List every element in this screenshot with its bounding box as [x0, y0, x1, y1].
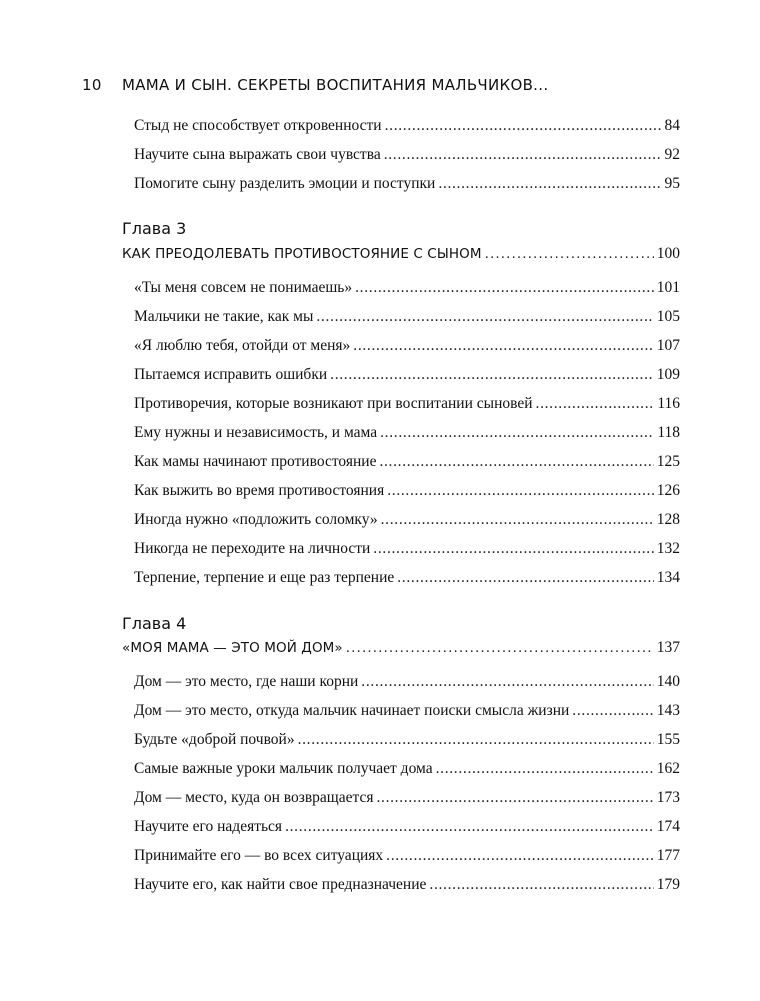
toc-entry [122, 817, 680, 837]
chapter-label: Глава 3 [122, 219, 187, 238]
toc-entry-page: 92 [664, 146, 680, 163]
leader-dots [373, 539, 653, 559]
chapter-title-entry [122, 638, 680, 658]
leader-dots [536, 394, 655, 414]
leader-dots [438, 174, 661, 194]
toc-entry [122, 759, 680, 779]
toc-entry-page: 134 [656, 569, 680, 586]
toc-entry-page: 179 [656, 876, 680, 893]
leader-dots [330, 365, 654, 385]
toc-entry-page: 140 [656, 673, 680, 690]
toc-entry-title: Пытаемся исправить ошибки [134, 366, 328, 383]
leader-dots [436, 759, 654, 779]
toc-entry [122, 846, 680, 866]
leader-dots [346, 638, 654, 658]
toc-entry-page: 132 [656, 540, 680, 557]
leader-dots [376, 788, 653, 808]
toc-entry [122, 145, 680, 165]
toc-entry [122, 174, 680, 194]
toc-entry-page: 162 [656, 760, 680, 777]
toc-entry-title: «Я люблю тебя, отойди от меня» [134, 337, 351, 354]
chapter-page: 137 [656, 639, 680, 656]
toc-entry-title: Никогда не переходите на личности [134, 540, 371, 557]
chapter-title-entry [122, 244, 680, 264]
toc-entry [122, 307, 680, 327]
chapter-title: КАК ПРЕОДОЛЕВАТЬ ПРОТИВОСТОЯНИЕ С СЫНОМ [122, 246, 482, 262]
toc-entry-page: 128 [656, 511, 680, 528]
toc-entry-title: Принимайте его — во всех ситуациях [134, 847, 384, 864]
toc-entry-title: Научите его надеяться [134, 818, 283, 835]
toc-entry-title: Как мамы начинают противостояние [134, 453, 377, 470]
toc-entry [122, 568, 680, 588]
toc-entry-title: Иногда нужно «подложить соломку» [134, 511, 378, 528]
toc-entry-page: 116 [657, 395, 680, 412]
leader-dots [385, 116, 662, 136]
leader-dots [381, 510, 654, 530]
toc-entry [122, 452, 680, 472]
toc-entry [122, 394, 680, 414]
chapter-page: 100 [656, 245, 680, 262]
leader-dots [355, 278, 654, 298]
leader-dots [285, 817, 654, 837]
toc-entry [122, 423, 680, 443]
toc-entry-page: 105 [656, 308, 680, 325]
toc-entry-title: Самые важные уроки мальчик получает дома [134, 760, 433, 777]
chapter-title: «МОЯ МАМА — ЭТО МОЙ ДОМ» [122, 640, 343, 656]
leader-dots [384, 145, 662, 165]
leader-dots [298, 730, 654, 750]
toc-entry [122, 875, 680, 895]
toc-entry-title: Противоречия, которые возникают при воспитании сыновей [134, 395, 533, 412]
leader-dots [353, 336, 653, 356]
toc-entry [122, 336, 680, 356]
toc-entry [122, 788, 680, 808]
toc-entry-page: 126 [656, 482, 680, 499]
toc-entry-page: 109 [656, 366, 680, 383]
leader-dots [429, 875, 653, 895]
toc-entry-page: 95 [664, 175, 680, 192]
toc-entry-title: Дом — это место, откуда мальчик начинает поиски смысла жизни [134, 702, 570, 719]
toc-entry [122, 278, 680, 298]
table-of-contents [122, 0, 680, 1001]
toc-entry-title: Будьте «доброй почвой» [134, 731, 295, 748]
toc-entry-page: 118 [657, 424, 680, 441]
leader-dots [387, 481, 654, 501]
leader-dots [379, 452, 653, 472]
toc-entry-title: Дом — место, куда он возвращается [134, 789, 374, 806]
toc-entry [122, 116, 680, 136]
leader-dots [485, 244, 654, 264]
chapter-label: Глава 4 [122, 614, 187, 633]
page-number: 10 [82, 76, 102, 94]
toc-entry [122, 672, 680, 692]
toc-entry-page: 173 [656, 789, 680, 806]
toc-entry [122, 730, 680, 750]
toc-entry-page: 155 [656, 731, 680, 748]
leader-dots [572, 701, 653, 721]
toc-entry [122, 510, 680, 530]
toc-entry-title: Научите его, как найти свое предназначение [134, 876, 427, 893]
toc-entry [122, 481, 680, 501]
toc-entry-title: «Ты меня совсем не понимаешь» [134, 279, 353, 296]
toc-entry-title: Научите сына выражать свои чувства [134, 146, 381, 163]
toc-entry-title: Терпение, терпение и еще раз терпение [134, 569, 395, 586]
leader-dots [380, 423, 654, 443]
toc-entry [122, 701, 680, 721]
toc-entry [122, 539, 680, 559]
leader-dots [316, 307, 653, 327]
toc-entry-page: 84 [664, 117, 680, 134]
leader-dots [386, 846, 654, 866]
toc-entry-title: Дом — это место, где наши корни [134, 673, 359, 690]
toc-entry-title: Стыд не способствует откровенности [134, 117, 382, 134]
toc-entry-title: Ему нужны и независимость, и мама [134, 424, 378, 441]
toc-entry-title: Помогите сыну разделить эмоции и поступки [134, 175, 436, 192]
leader-dots [397, 568, 654, 588]
toc-entry [122, 365, 680, 385]
toc-entry-page: 101 [656, 279, 680, 296]
toc-entry-title: Мальчики не такие, как мы [134, 308, 314, 325]
toc-entry-page: 107 [656, 337, 680, 354]
toc-entry-title: Как выжить во время противостояния [134, 482, 385, 499]
running-title: МАМА И СЫН. СЕКРЕТЫ ВОСПИТАНИЯ МАЛЬЧИКОВ... [122, 76, 549, 94]
toc-entry-page: 143 [656, 702, 680, 719]
toc-entry-page: 174 [656, 818, 680, 835]
toc-entry-page: 177 [656, 847, 680, 864]
toc-entry-page: 125 [656, 453, 680, 470]
leader-dots [361, 672, 653, 692]
